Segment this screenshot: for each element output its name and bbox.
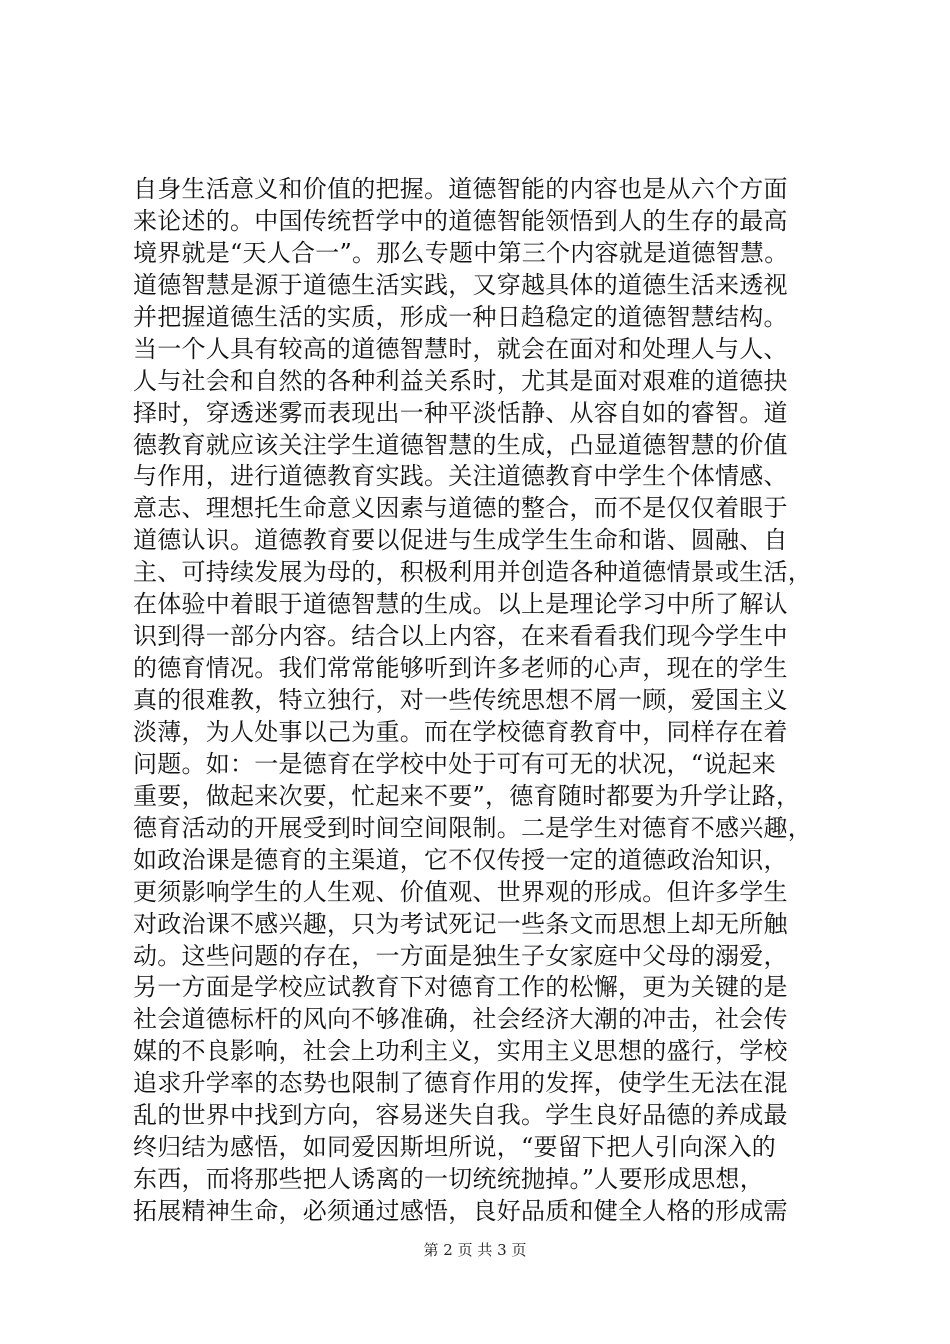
text-line: 拓展精神生命，必须通过感悟，良好品质和健全人格的形成需 [133, 1197, 788, 1225]
text-line: 道德智慧是源于道德生活实践，又穿越具体的道德生活来透视 [133, 270, 788, 299]
text-line: 重要，做起来次要，忙起来不要”，德育随时都要为升学让路， [133, 781, 801, 810]
text-line: 更须影响学生的人生观、价值观、世界观的形成。但许多学生 [133, 877, 788, 906]
text-line: 终归结为感悟，如同爱因斯坦所说，“要留下把人引向深入的 [133, 1133, 777, 1162]
text-line: 东西，而将那些把人诱离的一切统统抛掉。”人要形成思想， [133, 1165, 765, 1194]
text-line: 人与社会和自然的各种利益关系时，尤其是面对艰难的道德抉 [133, 366, 788, 395]
text-line: 媒的不良影响，社会上功利主义，实用主义思想的盛行，学校 [133, 1037, 788, 1066]
text-line: 自身生活意义和价值的把握。道德智能的内容也是从六个方面 [133, 175, 788, 203]
text-line: 主、可持续发展为母的，积极利用并创造各种道德情景或生活， [133, 558, 812, 587]
text-line: 乱的世界中找到方向，容易迷失自我。学生良好品德的养成最 [133, 1101, 788, 1130]
text-line: 并把握道德生活的实质，形成一种日趋稳定的道德智慧结构。 [133, 302, 788, 331]
document-body [133, 174, 833, 1228]
text-line: 当一个人具有较高的道德智慧时，就会在面对和处理人与人、 [133, 334, 788, 363]
page-number: 第 2 页 共 3 页 [423, 1241, 527, 1259]
text-line: 如政治课是德育的主渠道，它不仅传授一定的道德政治知识， [133, 845, 788, 874]
text-line: 道德认识。道德教育要以促进与生成学生生命和谐、圆融、自 [133, 526, 788, 555]
text-line: 境界就是“天人合一”。那么专题中第三个内容就是道德智慧。 [133, 238, 789, 267]
text-line: 问题。如：一是德育在学校中处于可有可无的状况，“说起来 [133, 749, 777, 778]
text-line: 真的很难教，特立独行，对一些传统思想不屑一顾，爱国主义 [133, 686, 788, 714]
text-line: 识到得一部分内容。结合以上内容，在来看看我们现今学生中 [133, 622, 788, 651]
text-line: 德教育就应该关注学生道德智慧的生成，凸显道德智慧的价值 [133, 430, 788, 459]
text-line: 与作用，进行道德教育实践。关注道德教育中学生个体情感、 [133, 462, 788, 491]
text-line: 择时，穿透迷雾而表现出一种平淡恬静、从容自如的睿智。道 [133, 398, 788, 427]
text-line: 追求升学率的态势也限制了德育作用的发挥，使学生无法在混 [133, 1069, 788, 1098]
text-line: 来论述的。中国传统哲学中的道德智能领悟到人的生存的最高 [133, 206, 788, 235]
text-line: 在体验中着眼于道德智慧的生成。以上是理论学习中所了解认 [133, 590, 788, 619]
text-line: 社会道德标杆的风向不够准确，社会经济大潮的冲击，社会传 [133, 1005, 788, 1034]
text-line: 对政治课不感兴趣，只为考试死记一些条文而思想上却无所触 [133, 909, 788, 938]
text-line: 动。这些问题的存在，一方面是独生子女家庭中父母的溺爱， [133, 941, 788, 970]
text-line: 淡薄，为人处事以己为重。而在学校德育教育中，同样存在着 [133, 717, 788, 746]
text-line: 另一方面是学校应试教育下对德育工作的松懈，更为关键的是 [133, 973, 788, 1002]
text-line: 的德育情况。我们常常能够听到许多老师的心声，现在的学生 [133, 654, 788, 683]
text-line: 意志、理想托生命意义因素与道德的整合，而不是仅仅着眼于 [133, 494, 788, 523]
text-line: 德育活动的开展受到时间空间限制。二是学生对德育不感兴趣， [133, 813, 812, 842]
